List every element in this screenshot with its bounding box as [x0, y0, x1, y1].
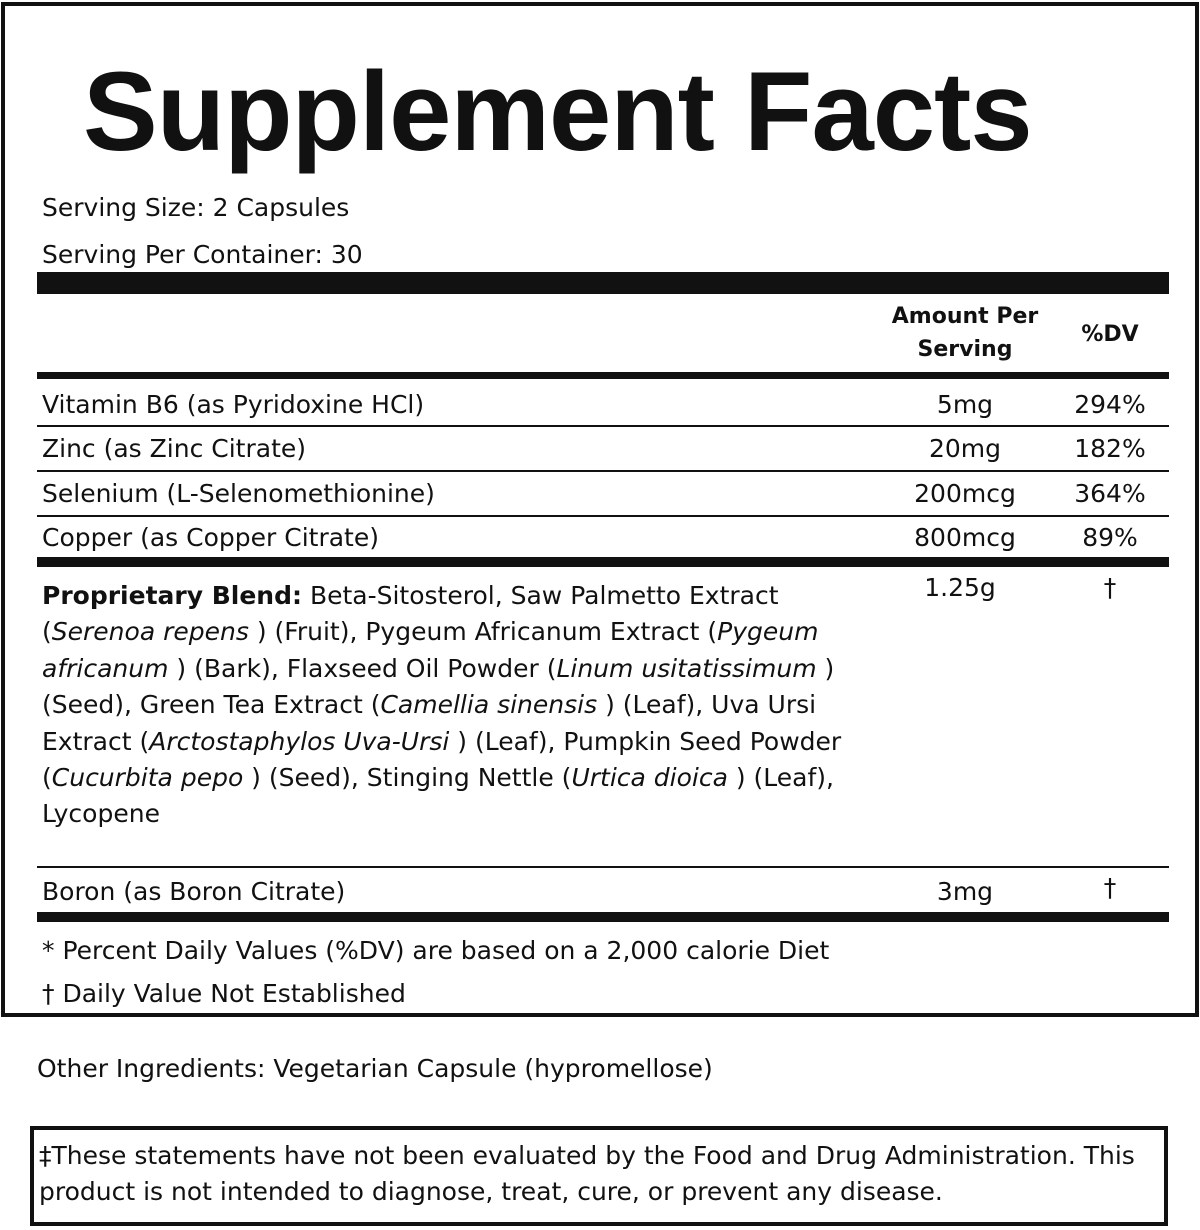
- nutrient-amount: 800mcg: [914, 523, 1016, 552]
- nutrient-name: Zinc (as Zinc Citrate): [42, 434, 307, 463]
- blend-dv: †: [1103, 573, 1117, 602]
- row-divider: [37, 470, 1169, 472]
- nutrient-name: Vitamin B6 (as Pyridoxine HCl): [42, 390, 425, 419]
- panel-title: Supplement Facts: [83, 49, 1032, 174]
- nutrient-name: Boron (as Boron Citrate): [42, 877, 346, 906]
- amount-per-serving-header: [875, 300, 1055, 366]
- row-divider: [37, 866, 1169, 868]
- nutrient-dv: 182%: [1074, 434, 1146, 463]
- servings-per-container: Serving Per Container: 30: [42, 240, 363, 269]
- proprietary-blend-label: Proprietary Blend:: [42, 581, 302, 610]
- nutrient-amount: 5mg: [936, 390, 994, 419]
- other-ingredients: Other Ingredients: Vegetarian Capsule (hypromellose): [37, 1054, 713, 1083]
- proprietary-blend-text: Proprietary Blend: Beta-Sitosterol, Saw Palmetto Extract (Serenoa repens ) (Fruit), Pygeum Africanum Extract (Pygeum africanum ) (Bark), Flaxseed Oil Powder (Linum usitatissimum ) (Seed), Green Tea Extract (Camellia sinensis ) (Leaf), Uva Ursi Extract (Arctostaphylos Uva-Ursi ) (Leaf), Pumpkin Seed Powder (Cucurbita pepo ) (Seed), Stinging Nettle (Urtica dioica ) (Leaf), Lycopene: [42, 581, 842, 829]
- footnote-not-established: † Daily Value Not Established: [42, 979, 406, 1008]
- amount-header-line1: Amount Per: [891, 304, 1039, 329]
- header-divider: [37, 372, 1169, 379]
- serving-size: Serving Size: 2 Capsules: [42, 193, 350, 222]
- nutrient-dv: 364%: [1074, 479, 1146, 508]
- thick-divider-bottom: [37, 912, 1169, 922]
- row-divider: [37, 515, 1169, 517]
- nutrient-dv: 294%: [1074, 390, 1146, 419]
- nutrient-name: Selenium (L-Selenomethionine): [42, 479, 435, 508]
- amount-header-line2: Serving: [917, 337, 1013, 362]
- row-divider: [37, 425, 1169, 427]
- thick-divider-mid: [37, 557, 1169, 567]
- nutrient-amount: 20mg: [928, 434, 1002, 463]
- nutrient-amount: 3mg: [936, 877, 994, 906]
- nutrient-dv: †: [1103, 873, 1117, 902]
- nutrient-amount: 200mcg: [914, 479, 1016, 508]
- footnote-percent-dv: * Percent Daily Values (%DV) are based on a 2,000 calorie Diet: [42, 936, 830, 965]
- nutrient-dv: 89%: [1082, 523, 1138, 552]
- dv-header: %DV: [1081, 322, 1139, 347]
- nutrient-name: Copper (as Copper Citrate): [42, 523, 379, 552]
- supplement-facts-panel: [1, 2, 1199, 1017]
- fda-disclaimer: ‡These statements have not been evaluated by the Food and Drug Administration. This product is not intended to diagnose, treat, cure, or prevent any disease.: [39, 1141, 1135, 1206]
- fda-disclaimer-box: [30, 1126, 1168, 1226]
- blend-amount: 1.25g: [924, 573, 996, 602]
- thick-divider-top: [37, 272, 1169, 294]
